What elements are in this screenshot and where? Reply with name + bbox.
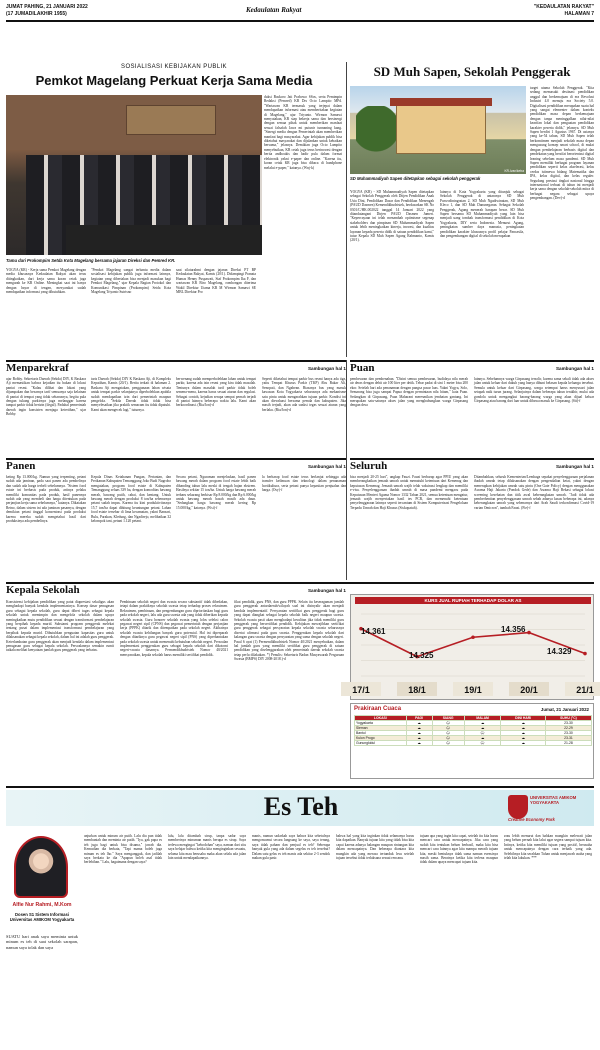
esteh-col4: bahwa hal yang kita inginkan tidak selamanya harus kita dapatkan. Banyak tujuan kita yang tidak bisa kita capai karena adanya halangan maupun rintangan kita dalam mencapainya. Dan beberapa diantara kita mungkin ada yang merasa tertunduk lesu setelah tujuan tersebut tidak terlaksana sesuai rencana. <box>336 834 414 861</box>
kepala-continued: Sambungan hal 1 <box>307 588 346 593</box>
cuaca-temp: 23-30 <box>545 731 591 736</box>
puan-continued: Sambungan hal 1 <box>555 366 594 371</box>
cuaca-header: DINI HARI <box>501 716 546 721</box>
sd-building-roof <box>390 98 492 106</box>
cuaca-header: MALAM <box>464 716 501 721</box>
weather-icon: ☁ <box>501 731 546 736</box>
weather-icon: ☁ <box>406 721 432 726</box>
esteh-col3: manis, namun sadarkah saya bahwa kita sebetulnya mengonsumsi secara langsung ke saya, saya terang, saya tidak paham dan penjual es teh? Seberapa banyak gula yang ada dalam segelas es teh tersebut? Dalam satu gelas es teh manis ada sekitar 2-3 sendok makan gula pasir. <box>252 834 330 861</box>
weather-icon: 🌧 <box>432 736 464 741</box>
pemkot-kicker: SOSIALISASI KEBIJAKAN PUBLIK <box>121 64 227 70</box>
panen-continued: Sambungan hal 1 <box>307 464 346 469</box>
masthead-logo: Kedaulatan Rakyat <box>246 6 302 14</box>
amikom-name: UNIVERSITAS AMIKOM YOGYAKARTA <box>530 795 577 805</box>
esteh-col1: anjurkan untuk minum air putih. Lalu dia pun tidak membantah dan meminta air putih. "Iya, gak papa es teh juga bagi untuk bisa disama," jawab dia. Kemudian dia berkata, "Tapi mama boleh juga minum es teh lho." Saya mengangguk, dan jadilah saya berkata ke dia "Apapun boleh asal tidak berlebihan." Lalu, bagaimana dengan saya? <box>84 834 162 865</box>
amikom-logo <box>508 793 588 823</box>
esteh-banner <box>6 790 594 826</box>
panen-col2: Kepala Dinas Ketahanan Pangan, Pertanian, dan Perikanan Kabupaten Temanggung Joko Budi Nugroho mengatakan, program food estate di Kabupaten Temanggung seluas 339 ha, dengan komoditas bawang merah, bawang putih, cabai, dan kentang. Untuk bawang merah dengan produksi 8 ton/ha sebenarnya petani sudah impas. Karena itu kini produktivitasnya 15,7 ton/ha dapat dihitung keuntungan petani. Lahan food estate tersebar di lima kecamatan, yakni Bansari, Bulu, Parakan, Kledung, dan Ngadirejo, melibatkan 32 kelompok tani, petani 1.120 petani. <box>91 475 171 524</box>
menparekraf-col3: berwenang sudah memperbolehkan lahan untuk tempat parkir, karena ada izin resmi yang kira tidak masalah. Tentunya dalam masalah tarif parkir tidak boleh semena-mena, karena harus sesuai aturan dan regulasi. Sebagai contoh, kejadian serupa sempat pernah terjadi di pantai lainnya beberapa waktu lalu. Kami akan berkoordinasi. (Ria/Jon)-d <box>176 377 256 408</box>
sd-building <box>396 104 486 154</box>
weather-icon: ☁ <box>406 741 432 746</box>
sd-col2: lainnya di Kota Yogyakarta yang ditunjuk sebagai Sekolah Penggerak di antaranya SD Muh Purwodiningratan 2, SD Muh Ngadiwinatan, SD Muh Kleco 1, dan SD Muh Danunegaran. Sebagai Sekolah Penggerak, Agung menerah harapan besar. SD Muh Sapen bersama SD Muhammadiyah yang lain bisa menjadi uang tombak transformasi pendidikan di Kota Yogyakarta, DIY serta Indonesia. Menurut Agung, peningkatan sumber daya manusia, peningkatan pendidikan karakter khususnya profil pelajar Pancasila, dan pengembangan digital di sekolah merupakan <box>440 190 524 239</box>
menparekraf-continued: Sambungan hal 1 <box>307 366 346 371</box>
cuaca-temp: 23-30 <box>545 721 591 726</box>
esteh-title: Es Teh <box>263 792 339 821</box>
author-role: Dosen S1 Sistem Informasi Universitas AMIKOM Yogyakarta <box>9 912 75 922</box>
weather-icon: ☁ <box>501 726 546 731</box>
cuaca-title: Prakiraan Cuaca <box>354 706 402 712</box>
kurs-date-label: 21/1 <box>576 685 594 695</box>
pemkot-col2: "Pemkot Magelang sangat terbantu media dalam sosialisasi kebijakan publik juga informasi lainnya, kegiatan yang dibertakan bisa menjadi masukan bagi Pemkot Magelang," ujar Kepala Bagian Protokol dan Komunikasi Pimpinan (Prokompim) Setda Kota Magelang Triyanto Sutrisno <box>91 268 171 295</box>
pemkot-col1: YOGYA (KR) - Kerja sama Pemkot Magelang dengan media khususnya Kedaulatan Rakyat akan terus ditingkatkan, dari kerja sama koran cetak juga mengarah ke KR Online. Meningkat saat ini hanya dengan hayar di tengan, mesyarakat sudah mendapatkan informasi yang dibutuhkan. <box>6 268 86 295</box>
kurs-title: KURS JUAL RUPIAH TERHADAP DOLAR AS <box>355 597 591 604</box>
sd-photo-credit: KR-Ivan/ketra <box>504 169 524 173</box>
esteh-col6: zrau lebih menurut dan bahkan mungkin melewati jalan yang belum pernah kita lalui agar segera sampai tujuan kita. Intinya, ketika kita memiliki tujuan yang positif, berusaha untuk mencapainya dengan cara terbaik yang ada. Selebihnya kita serahkan Tuhan untuk menjawab usaha yang telah kita lakukan. *** <box>504 834 592 861</box>
amikom-emblem-icon <box>508 795 528 819</box>
esteh-rule <box>6 786 594 788</box>
cuaca-header: LOKASI <box>355 716 407 721</box>
masthead-rule <box>6 20 594 22</box>
menparekraf-col4: Seperti diketahui tempat parkir bus resmi hanya ada tiga, yaitu Tempat Khusus Parkir (TKP) Abu Bakar Ali, Senopati, dan Ngabean. Biasanya bus yang masuk kawasan Kota Yogyakarta seharusnya ada mekanisme satu pintu untuk mengarahkan tujuan parkir. Kondisi ini akan dievaluasi bersama pemda dan kabupaten. Jika masih terjadi, akan ada sanksi tegas sesuai aturan yang berlaku. (Ria/Jon)-d <box>262 377 346 412</box>
panen-title: Panen <box>6 460 36 472</box>
issue-date: JUMAT PAHING, 21 JANUARI 2022 <box>6 4 88 10</box>
cuaca-header: SIANG <box>432 716 464 721</box>
kurs-value-4: 14.329 <box>547 647 572 656</box>
esteh-col2: lalu, lalu ditambah sirup, tanpa sadar saya memberinya minuman manis berupa es sirup. Saya terlewa mengingat "kebodohan" saya, namun dari situ saya belajar bahwa ketika kita menginginkan sesuatu, selama kita mau berusaha maka akan selalu ada jalan lain untuk mendapatkannya. <box>168 834 246 861</box>
pemkot-photo-banner <box>126 105 216 135</box>
pemkot-col4: duksi Baskoro Jati Prabowo SSos, serta Pemimpin Redaksi (Pemred) KR Drs Octo Lampito MPd. "Wartawan KR termasuk yang terjepat dalam mendapatkan informasi atau memberitakan kegiatan di Magelang," ujar Triyanto. Wirmon Samawi menyatakan, KR siap bekerja sama dan bersinergi dengan semua pihak untuk memberikan manfaat sesuai falsafah Jawa mi putunir tunnaning kang. "Sinergi media dengan Pemerintah akan memberikan manfaat bagi masyarakat. Agar kebijakan publik bisa diketahui masyarakat dan dijalankan untuk kebaikan bersama," jelasnya. Demikian juga Octo Lampito menyebutkan, KR cetak juga terus berinovasi dengan berita andhoakis dan hadir pula dalam format elektronik yakni e-paper dan online. "Karena itu, koran cetak KR juga bisa dibaca di handphone melalui e-paper," katanya. (Wnj-k) <box>262 95 342 353</box>
weather-icon: ☁ <box>464 721 501 726</box>
puan-title: Puan <box>350 362 375 374</box>
weather-icon: 🌧 <box>464 731 501 736</box>
cuaca-header: SUHU (°C) <box>545 716 591 721</box>
author-name: Alfie Nur Rahmi, M.Kom <box>12 902 72 908</box>
pemkot-photo-table <box>66 225 286 255</box>
menparekraf-col2: taris Daerah (Sekda) DIY K Baskara Aji, di Kompleks Kepatihan, Kamis (20/1). Berita terkait di halaman 2. Baskara Aji mengatakan, penggunaan lahan wisata untuk tempat parkir selanjutnya diperbolehkan apabila sudah mendapatkan izin dari pemerintah maupun pengelola. "Sekda Daerah tidak tidak bisa menyelesaikan jika praktik semacam itu tidak dipatuhi. Kami akan mengecek lagi," tuturnya. <box>91 377 171 412</box>
menparekraf-col1: ujar Bobby. Sekretaris Daerah (Sekda) DIY, K Baskara Aji memastikan bahwa kejadian itu bukan di lokasi pantai resmi. "Kalau dilihat dan lokasi yang dijumpakan dan besarnya tarif semuanya saja kelainan di pantai di tempat yang tidak seharusnya, begitu pula dengan tukang parkirnya juga melanggar karena tampat parkir tidak berizin (ilegal). Padahal pemerintah daerah ingin konsisten menjaga ketertiban," ujar Bobby. <box>6 377 86 417</box>
pemkot-caption: Tamu dari Prokompim Setda Kota Magelang bersama jajaran Direksi dan Pemred KR. <box>6 258 176 263</box>
esteh-lead: SUATU hari anak saya meminta untuk minum es teh di saat sekolah sarapan, namun saya tolak dan saya <box>6 934 78 950</box>
weather-icon: ☁ <box>406 731 432 736</box>
kepala-col3: fikat pendidik, guru PNS, dan guru PPPK. Selain itu keseragaman jumlah guru penggerak antardaerah/wilayah soal ini disinyalir akan menjadi kendala implementatif. Persyaratan sertifikat guru penggerak bagi guru yang dapat diangkat sebagai kepala sekolah baik negeri maupun swasta. Sekolah swasta pasti akan menghadapi kesulitan jika tidak memiliki guru penggerak yang bersertifikat pendidik. Kebijakan mewajibkan sertifikat guru penggerak sebagai persyaratan kepala sekolah swasta seharusnya disertai afirmasi pada guru swasta. Penggerakan kepala sekolah dari kalangan guru swasta dengan persyaratan yang sama dengan sekolah negeri. Pasal 6 ayat (1) Permendikbudristek Nomor 40/2021 menyebutkan, dalam hal jumlah guru yang memiliki sertifikat guru penggerak di satuan pendidikan yang diselenggarakan oleh pemerintah daerah sekolah swasta tetap perlu dilakukan. *) Penulis: Sekretaris Badan Musyawarah Perguruan Swasta (BMPS) DIY 2008-2018.)-d <box>234 600 344 662</box>
weather-icon: ☁ <box>406 726 432 731</box>
sd-caption: SD Muhammadiyah Sapen ditetapkan sebagai sekolah penggerak <box>350 176 481 181</box>
pemkot-headline: Pemkot Magelang Perkuat Kerja Sama Media <box>35 73 313 88</box>
weather-icon: ☁ <box>501 721 546 726</box>
cuaca-location: Yogyakarta <box>355 721 407 726</box>
panen-col1: keting Rp 13.000/kg. Namun yang terpenting, petani sudah ada jaminan, pada saat panen ada pembelinya dan sudah ada harga terbeli sebelumnya. "Sistem food estate ini berbasis pada produk, artinya pelaku memiliki komunitas pada produk, hasil panennya sudah ada yang membeli dan harga ditentukan pada perjanjian kerja sama sebelumnya," katanya. Dikatakan Retno, dalam sistem ini ada jaminan pasarnya, dengan demikian petani tinggal konsentrasi pada produksi karena mereka sudah mengetahui hasil dari produksinya ada pembelinya. <box>6 475 86 524</box>
section-name: "KEDAULATAN RAKYAT" <box>533 4 594 10</box>
sd-col3: target utama Sekolah Penggerak. "Kita sedang memasuki destinasi pendidikan unggul dan berkemajuan di era Revolusi Industri 4.0 menuju era Society 5.0. Digitalisasi pendidikan merupakan suatu hal yang sangat elementer dalam konteks pendidikan masa depan berkemajuan dengan tanpa meninggalkan nilai-nilai kearifan lokal dan penguatan pendidikan karakter peserta didik," jelasnya. SD Muh Sapen berdiri 1 Agustus 1967. Di usianya yang ke-54 tahun, SD Muh Sapen telah berkomitmen menjadi sekolah masa depan mengusung konsep smart school, di mulai dengan pembelajaran berbasis digital dan pendekatan yang bersifat berorientasi digital leaning sebelum masa pandemi. SD Muh Sapen memiliki berbagai program layanan pendidikan seperti kelas akselerasi, kelas cerdas istimewa bidang Matematika dan IPA, kelas digital, dan kelas reguler. Segudang prestasi tingkat nasional hingga internasional terbuai di tahun ini menjadi kerja sama dengan sekolah-sekolah mitra di berbagai negara sebagai upaya pengembangan. (Dev)-d <box>530 86 594 201</box>
seluruh-title: Seluruh <box>350 460 388 472</box>
masthead <box>6 4 594 18</box>
weather-icon: ☁ <box>464 736 501 741</box>
kurs-point <box>471 635 475 639</box>
cuaca-table <box>354 715 592 746</box>
kurs-value-3: 14.356 <box>501 625 526 634</box>
cuaca-location: Gunungkidul <box>355 741 407 746</box>
cuaca-location: Kulon Progo <box>355 736 407 741</box>
weather-icon: 🌧 <box>432 731 464 736</box>
weather-icon: ☁ <box>501 741 546 746</box>
kurs-value-2: 14.325 <box>409 651 434 660</box>
pemkot-col3: saat silaturahmi dengan jajaran Direksi PT BP Kedaulatan Rakyat, Kamis (20/1). Didampingi Pranata Humas Henny Puspawati, Staf Prokompim Ika F, dan wartawan KR Biro Magelang, rombongan diterima Wakil Direktur Utama KR M Wirmon Samawi SE MBL Direktur Pro <box>176 268 256 295</box>
menparekraf-title: Menparekraf <box>6 362 69 374</box>
seluruh-col1: bisa menjadi 20-25 hari", ungkap Fauzi. Fauzi berharap agar PPIU yang akan memberangkatkan jemaah umrah untuk mematuhi ketentuan dari Kemenag dan keputusan Kemenag. Jemaah umrah wajib telah vaksinasi lengkap dan memiliki e-visa. Penyelenggaraan ibadah umrah di masa pandemi mengacu pada Keputusan Menteri Agama Nomor 1332 Tahun 2021, semua ketentuan mengatur, jemaah wajib menyertakan hasil tes PCR, dan memenuhi ketentuan penyelenggaraan lainnya seperti tercantum di Sistem Komputerisasi Pengelolaan Terpadu Umrah dan Haji Khusus (Siskopatuh). <box>350 475 468 510</box>
kurs-point <box>583 652 587 656</box>
kepala-col1: Konsistensi kebijakan pendidikan yang patut diapresiasi sekaligus akan menghadapi banyak kendala implementasinya. Konsep dasar penugasan guru sebagai kepala sekolah, guru dapat diberi tugas sebagai kepala sekolah untuk memimpin dan mengelola sekolah dalam upaya meningkatkan mutu pendidikan sesuai dengan transformasi pembelajaran yang berpihak kepada murid. Substansi program penggerak melekat tentang pusat dalam implementasi transformasi pembelajaran yang berpihak kepada murid. Dibutuhkan penguatan kapasitas guru untuk dilaksanakan sebagai kepala sekolah, dalam hal ini adalah guru penggerak. Keterlambatan guru penggerak akan menjadi kendala dalam implementasi penugasan guru sebagai kepala sekolah. Persoalannya semakin rumit tatkala melihat kenyataan jumlah guru penggerak yang terbatas. <box>6 600 114 653</box>
sd-headline: SD Muh Sapen, Sekolah Penggerak <box>373 64 571 79</box>
puan-col1: pembesaran dan pembenahan. "Disini semua pembesaran, budidaya nila merah air deras dengan debit air 100 liter per detik. Tebar padat di sini 1 meter bisa 200 ekor. Setelah hari ada penanaman dengan pangsa pasar luas. Yakni Yogya, Solo, Semarang bisa juga sampai Papua dengan permintaan nila hitam," kata Puan. Sedangkan di Girpasang, Puan Maharani meresmikan jembatan gantung. Ini merupakan satu-satunya akses jalan yang menghubungkan warga Girpasang dengan desa <box>350 377 468 408</box>
panen-col3: Secara petani, Nguraman menjelaskan, hasil panen bawang merah dalam program food estate lebih baik dibanding tahun lalu meski di tengah hujan ekstrem. Hasilnya sekitar 15 ton/ha. Untuk harga bawang merah terbaru sekarang berkisar Rp 8.000/kg dan Rp 6.000/kg untuk bawang merah basah masih ada daun. "Sedangkan harga bawang merah kering Rp 15.000/kg," katanya. (Wsi)-f <box>176 475 256 510</box>
sd-col1: YOGYA (KR) - SD Muhammadiyah Sapen ditetapkan sebagai Sekolah Penggerak oleh Ditjen Pendidikan Anak Usia Dini, Pendidikan Dasar dan Pendidikan Menengah (PAUD Dasmen) Kemendikbudristek, berdasarkan SK No 0301/C/HK.002022 tanggal 14 Januari 2022 yang ditandatangani Dirjen PAUD Dasmen Jumeri. "Kepercayaan ini telah menambah optimisme segenap stakeholders dan pimpinan SD Muhammadiyah Sapen untuk lebih meningkatkan kinerja, inovasi, dan kualitas layanan kepada peserta didik di satuan pendidikan kami," tutur Kepala SD Muh Sapen Agung Rahmanto, Kamis (20/1). <box>350 190 434 243</box>
amikom-tagline: Creative Economy Park <box>508 817 555 822</box>
kepala-col2: Pembinaan sekolah negeri dan swasta secara substantif tidak dibedakan, tetapi dalam praktiknya sekolah swasta tetap terhadap proses rekrutmen. Rekrutmen, pembinaan, dan pengembangan guru diprioritaskan bagi guru pada sekolah negeri, lalu ada guru swasta ada yang tidak diberikan kepada sekolah swasta. Guru honorer sekolah swasta yang lolos seleksi calon pegawai negeri sipil (CPNS) dan pegawai pemerintah dengan perjanjian kerja (PPPK) ditarik dan ditempatkan pada sekolah negeri. Akibatnya sekolah swasta kehilangan banyak guru potensial. Hal ini diperparah dengan ditariknya guru pegawai negeri sipil (PNS) yang diperbantukan pada sekolah swasta untuk memenuhi kebutuhan sekolah negeri. Persoalan implementasi penggerakan guru sebagai kepala sekolah dari dikotomi negeri-swasta dasarnya. Permendikbudristek Nomor 40/2021 mensyaratkan, kepala sekolah harus memiliki sertifikat pendidik. <box>120 600 228 657</box>
kurs-widget <box>350 594 594 700</box>
weather-icon: 🌧 <box>432 741 464 746</box>
cuaca-header: PAGI <box>406 716 432 721</box>
kurs-point <box>527 631 531 635</box>
weather-icon: 🌧 <box>432 726 464 731</box>
table-row <box>355 741 592 746</box>
cuaca-location: Sleman <box>355 726 407 731</box>
cuaca-table-wrap <box>354 715 592 746</box>
puan-col2: lainnya. Sebelumnya warga Girpasang tersolir, karena sama sekali tidak ada akses jalan untuk keluar dari dukuh yang hanya dihuni belasan kepala keluarga tersebut. Semula untuk keluar dari Girpasang, warga setempat harus menyusuri jalan setapak naik turun jurang. Selanjutnya dalam beberapa tahun terakhir, mulai ada gondola untuk mengangkut barang-barang warga yang akan dijual keluar Girpasang atau barang dari luar untuk dibawa masuk ke Girpasang. (Sit)-f <box>474 377 594 404</box>
cuaca-temp: 22-29 <box>545 726 591 731</box>
weather-icon: 🌧 <box>464 741 501 746</box>
weather-icon: ☁ <box>501 736 546 741</box>
kurs-date-label: 17/1 <box>352 685 370 695</box>
sd-photo <box>350 86 526 174</box>
cuaca-widget <box>350 703 594 779</box>
kurs-date-label: 20/1 <box>520 685 538 695</box>
sd-tree <box>356 106 396 161</box>
weather-icon: 🌧 <box>432 721 464 726</box>
kurs-value-1: 14.361 <box>361 627 386 636</box>
cuaca-temp: 21-28 <box>545 741 591 746</box>
seluruh-continued: Sambungan hal 1 <box>555 464 594 469</box>
hijri-date: (17 JUMADILAKHIR 1955) <box>6 11 67 17</box>
column-divider <box>346 360 347 580</box>
cuaca-date: Jumat, 21 Januari 2022 <box>540 707 589 712</box>
panen-col4: la berharap food estate terus berlanjut sehingga ada transfer keilmuan dan teknologi dalam penanaman hortikultura, serta petani punya kepastian penjualan dan harga. (Osy)-f <box>262 475 346 493</box>
cuaca-location: Bantul <box>355 731 407 736</box>
page-number: HALAMAN 7 <box>564 11 594 17</box>
author-photo <box>14 836 68 898</box>
cuaca-temp: 23-31 <box>545 736 591 741</box>
kurs-date-label: 18/1 <box>408 685 426 695</box>
weather-icon: ☁ <box>464 726 501 731</box>
esteh-col5: tujuan apa yang ingin kita capai, setelah itu kita harus mencari cara untuk mencapainya. Jika cara yang sudah kita tentukan belum berhasil, maka kita bisa mencari cara lainnya agar kita mampu meraih tujuan kita, meski bentuknya tidak sama namun esensinya masih sama. Beratnya ketika kita terlena maupun tidak dalam upaya mencapai tujuan kita. <box>420 834 498 865</box>
kepala-title: Kepala Sekolah <box>6 584 80 596</box>
kurs-date-label: 19/1 <box>464 685 482 695</box>
seluruh-col2: Ditambahkan, seluruh Kementerian/Lembaga sepakat penyelenggaraan perjalanan ibadah umrah tetap dilaksanakan dengan pengendalian ketat, yakni dengan menerapkan kebijakan umrah satu pintu (One Gate Policy) dengan menggunakan Asrama Haji Jakarta (Pondok Gede) dan Asrama Haji Bekasi sebagai lokasi screening kesehatan dan titik awal keberangkatan umrah. "Jadi tidak ada pemberhentian penyelenggaraan umrah sebab adanya kasus beberapa ini, adanya keberangkatan umrah yang sebenarnya dari Arab Saudi terkonfirmasi Covid-19 varian Omicron", tambah Fauzi. (Fie)-f <box>474 475 594 510</box>
weather-icon: ☁ <box>406 736 432 741</box>
column-divider <box>346 62 347 357</box>
